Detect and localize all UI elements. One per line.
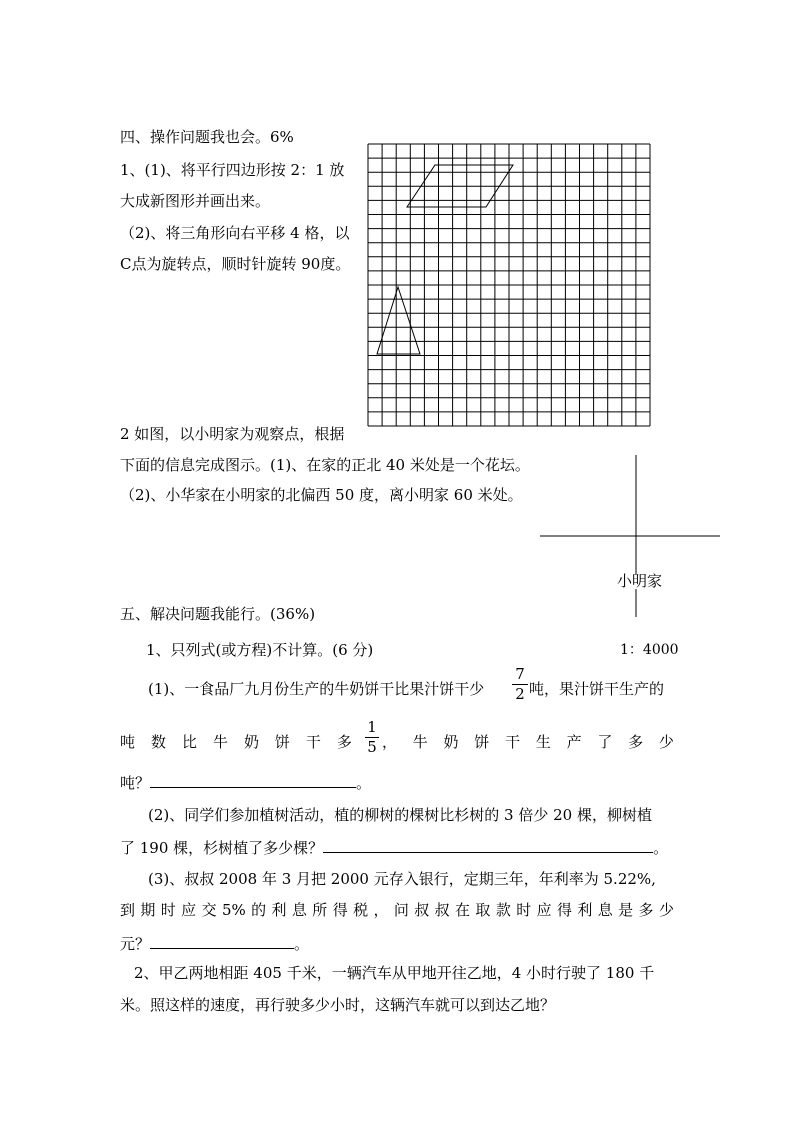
word: 税 xyxy=(353,901,369,919)
word: 产 xyxy=(566,733,582,751)
word: 数 xyxy=(150,733,166,751)
word: 多 xyxy=(336,733,352,751)
word: 得 xyxy=(556,901,572,919)
fraction-denominator: 2 xyxy=(515,685,525,703)
p3-line3 xyxy=(120,934,309,952)
word: 取 xyxy=(475,901,491,919)
word: 比 xyxy=(181,733,197,751)
word: 叔 xyxy=(414,901,430,919)
p2-answer-blank[interactable] xyxy=(323,838,653,853)
fraction-denominator: 5 xyxy=(367,738,377,756)
p3-line1: (3)、叔叔 2008 年 3 月把 2000 元存入银行，定期三年，年利率为 5.22%, xyxy=(148,870,656,888)
p3-answer-blank[interactable] xyxy=(150,934,294,949)
word: ， xyxy=(382,733,398,751)
p1-line1a: (1)、一食品厂九月份生产的牛奶饼干比果汁饼干少 xyxy=(148,680,485,698)
word: 多 xyxy=(638,901,654,919)
word: ， xyxy=(373,901,389,919)
word: 叔 xyxy=(434,901,450,919)
q2-line1: 2 如图，以小明家为观察点，根据 xyxy=(120,425,345,443)
fraction-1-5 xyxy=(365,720,379,755)
p3-end: 。 xyxy=(294,935,310,953)
word: 应 xyxy=(181,901,197,919)
word: 应 xyxy=(536,901,552,919)
word: 的 xyxy=(251,901,267,919)
word: 利 xyxy=(271,901,287,919)
word: 问 xyxy=(393,901,409,919)
q1-line1: 1、(1)、将平行四边形按 2：1 放 xyxy=(120,161,345,179)
p2-line2 xyxy=(120,838,668,856)
scale-label: 1：4000 xyxy=(620,642,679,658)
word: 牛 xyxy=(212,733,228,751)
word: 到 xyxy=(120,901,136,919)
fraction-7-2 xyxy=(512,667,528,702)
sub1-heading: 1、只列式(或方程)不计算。(6 分) xyxy=(146,641,374,659)
word: 多 xyxy=(628,733,644,751)
p1-end: 。 xyxy=(356,774,372,792)
word: 牛 xyxy=(412,733,428,751)
q2-line2: 下面的信息完成图示。(1)、在家的正北 40 米处是一个花坛。 xyxy=(120,456,530,474)
q5-2-line1: 2、甲乙两地相距 405 千米，一辆汽车从甲地开往乙地，4 小时行驶了 180 千 xyxy=(134,964,655,982)
word: 生 xyxy=(535,733,551,751)
word: 5% xyxy=(221,901,246,919)
word: 吨 xyxy=(120,733,136,751)
word: 少 xyxy=(658,901,674,919)
word: 在 xyxy=(455,901,471,919)
q1-line4: C点为旋转点，顺时针旋转 90度。 xyxy=(120,255,351,273)
word: 利 xyxy=(577,901,593,919)
word: 奶 xyxy=(243,733,259,751)
word: 饼 xyxy=(474,733,490,751)
word: 干 xyxy=(305,733,321,751)
word: 得 xyxy=(332,901,348,919)
section5-heading: 五、解决问题我能行。(36%) xyxy=(120,605,316,623)
p1-line3 xyxy=(120,773,371,791)
word: 少 xyxy=(658,733,674,751)
p2-end: 。 xyxy=(653,839,669,857)
word: 息 xyxy=(597,901,613,919)
p1-line2-right xyxy=(382,735,674,750)
word: 奶 xyxy=(443,733,459,751)
q1-line2: 大成新图形并画出来。 xyxy=(120,192,271,210)
q2-line3: （2)、小华家在小明家的北偏西 50 度，离小明家 60 米处。 xyxy=(120,486,523,504)
word: 是 xyxy=(618,901,634,919)
q5-2-line2: 米。照这样的速度，再行驶多少小时，这辆汽车就可以到达乙地？ xyxy=(120,996,556,1014)
p3-line3-text: 元？ xyxy=(120,935,151,953)
word: 款 xyxy=(495,901,511,919)
word: 时 xyxy=(160,901,176,919)
p2-line1: (2)、同学们参加植树活动，植的柳树的棵树比杉树的 3 倍少 20 棵，柳树植 xyxy=(148,806,652,824)
word: 期 xyxy=(140,901,156,919)
word: 饼 xyxy=(274,733,290,751)
p1-answer-blank[interactable] xyxy=(150,773,356,788)
section4-heading: 四、操作问题我也会。6% xyxy=(120,128,294,146)
word: 息 xyxy=(291,901,307,919)
p1-line2-left xyxy=(120,735,352,750)
origin-label: 小明家 xyxy=(617,572,663,590)
p1-line3-text: 吨？ xyxy=(120,774,151,792)
word: 干 xyxy=(505,733,521,751)
word: 时 xyxy=(516,901,532,919)
p1-line1b: 吨，果汁饼干生产的 xyxy=(529,680,665,698)
p3-line2 xyxy=(120,903,674,918)
word: 了 xyxy=(597,733,613,751)
fraction-numerator: 1 xyxy=(367,718,377,736)
word: 所 xyxy=(312,901,328,919)
p2-line2-text: 了 190 棵，杉树植了多少棵？ xyxy=(120,839,324,857)
q1-line3: （2)、将三角形向右平移 4 格，以 xyxy=(120,224,350,242)
word: 交 xyxy=(201,901,217,919)
fraction-numerator: 7 xyxy=(515,665,525,683)
